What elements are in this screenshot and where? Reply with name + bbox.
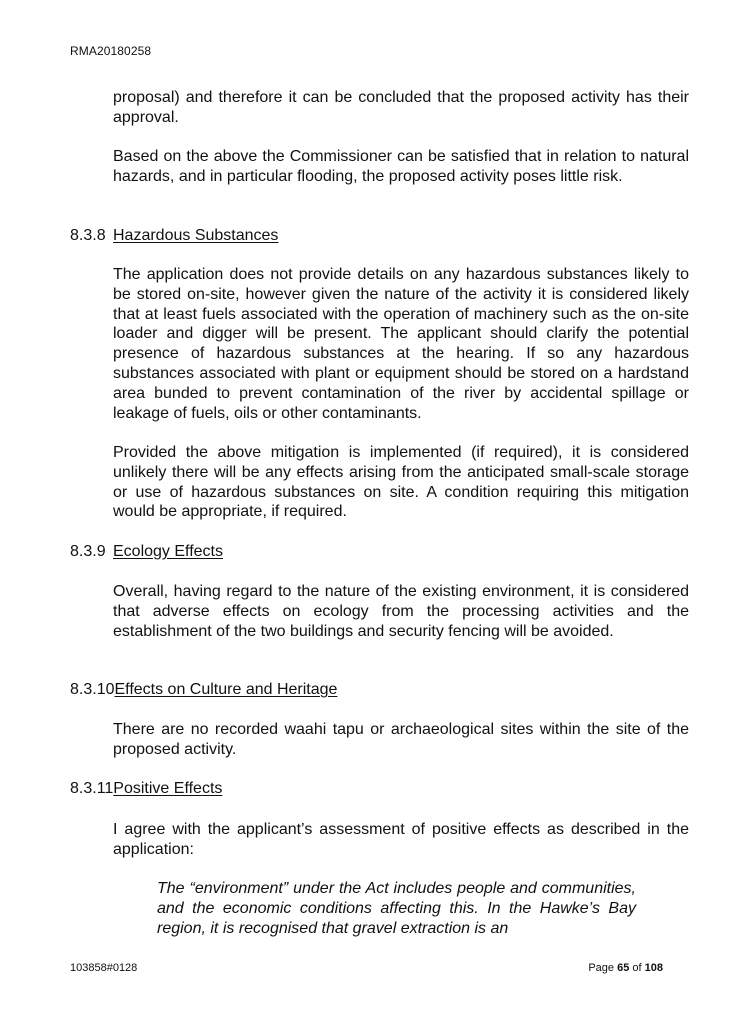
section-number: 8.3.11 [70, 780, 114, 797]
section-title: Effects on Culture and Heritage [114, 681, 338, 698]
section-title: Hazardous Substances [113, 227, 279, 244]
section-heading-positive-effects [70, 779, 222, 799]
section-number: 8.3.8 [70, 227, 106, 244]
section-heading-ecology-effects [70, 542, 223, 562]
page-total: 108 [644, 962, 663, 974]
paragraph-ecology: Overall, having regard to the nature of the existing environment, it is considered that adverse effects on ecology from the processing activities and the establishment of the two buildings and security fencing will be avoided. [113, 583, 689, 640]
section-heading-culture-heritage [70, 680, 337, 700]
section-heading-hazardous-substances [70, 226, 278, 246]
document-reference: RMA20180258 [70, 44, 152, 58]
page-current: 65 [617, 962, 630, 974]
paragraph-natural-hazards: Based on the above the Commissioner can be satisfied that in relation to natural hazards, and in particular flooding, the proposed activity poses little risk. [113, 148, 689, 185]
page-prefix: Page [588, 962, 618, 974]
section-number: 8.3.9 [70, 543, 106, 560]
paragraph-hazardous-details: The application does not provide details on any hazardous substances likely to be stored on-site, however given the nature of the activity it is considered likely that at least fuels associated with the operation of machinery such as the on-site loader and digger will be present. The applicant should clarify the potential presence of hazardous substances at the hearing. If so any hazardous substances associated with plant or equipment should be stored on a hardstand area bunded to prevent contamination of the river by accidental spillage or leakage of fuels, oils or other contaminants. [113, 266, 689, 422]
page-number [588, 962, 663, 974]
section-title: Positive Effects [113, 780, 223, 797]
page-of: of [629, 962, 645, 974]
paragraph-mitigation: Provided the above mitigation is implemented (if required), it is considered unlikely there will be any effects arising from the anticipated small-scale storage or use of hazardous substances on site. A condition requiring this mitigation would be appropriate, if required. [113, 444, 689, 521]
paragraph-culture: There are no recorded waahi tapu or archaeological sites within the site of the proposed activity. [113, 721, 689, 758]
section-number: 8.3.10 [70, 681, 115, 698]
section-title: Ecology Effects [113, 543, 223, 560]
block-quote: The “environment” under the Act includes people and communities, and the economic conditions affecting this. In the Hawke’s Bay region, it is recognised that gravel extraction is an [157, 880, 636, 937]
paragraph-positive-effects: I agree with the applicant’s assessment of positive effects as described in the application: [113, 821, 689, 858]
paragraph-approval: proposal) and therefore it can be concluded that the proposed activity has their approval. [113, 89, 689, 126]
footer-document-number: 103858#0128 [70, 962, 138, 974]
